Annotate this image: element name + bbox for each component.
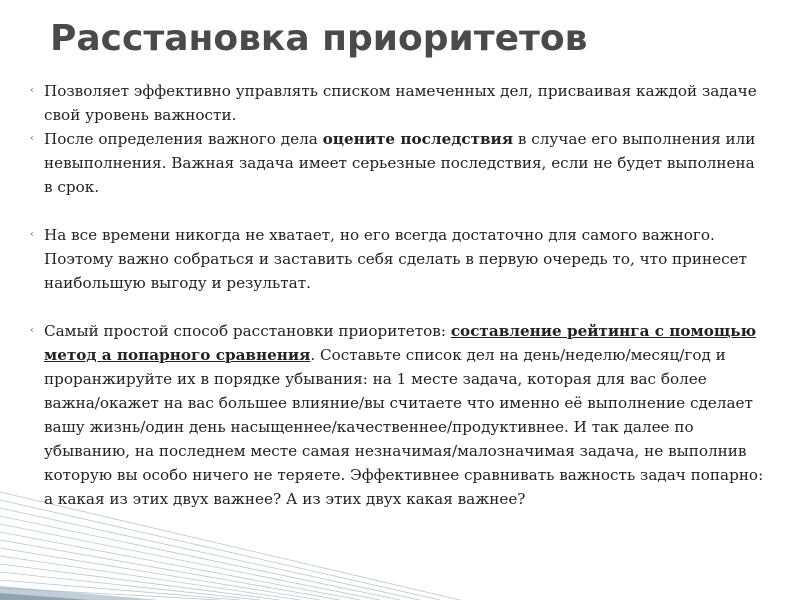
bullet-marker-icon: ‹ bbox=[30, 85, 34, 96]
bullet-item bbox=[30, 127, 765, 199]
bullet-bold-text: составление рейтинга с помощью метод а попарного сравнения bbox=[44, 322, 757, 364]
bullet-text: . Составьте список дел на день/неделю/месяц/год и проранжируйте их в порядке убывания: на 1 месте задача, которая для вас более важна/окажет на вас большее влияние/вы считаете что именно её выполнение сделает вашу жизнь/один день насыщеннее/качественнее/продуктивнее. И так далее по убыванию, на последнем месте самая незначимая/малозначимая задача, не выполнив которую вы особо ничего не теряете. Эффективнее сравнивать важность задач попарно: а какая из этих двух важнее? А из этих двух какая важнее? bbox=[44, 346, 764, 508]
bullet-text: Самый простой способ расстановки приоритетов: bbox=[44, 322, 451, 340]
bullet-marker-icon: ‹ bbox=[30, 133, 34, 144]
slide-title: Расстановка приоритетов bbox=[50, 18, 588, 59]
bullet-item bbox=[30, 319, 765, 511]
bullet-marker-icon: ‹ bbox=[30, 325, 34, 336]
bullet-item bbox=[30, 79, 765, 127]
bullet-text: в случае его выполнения или невыполнения. Важная задача имеет серьезные последствия, если не будет выполнена в срок. bbox=[44, 130, 756, 196]
bullet-text: Позволяет эффективно управлять списком намеченных дел, присваивая каждой задаче свой уровень важности. bbox=[44, 82, 757, 124]
bullet-list bbox=[30, 79, 765, 511]
bullet-bold-text: оцените последствия bbox=[322, 130, 514, 148]
bullet-text: После определения важного дела bbox=[44, 130, 323, 148]
bullet-marker-icon: ‹ bbox=[30, 229, 34, 240]
bullet-text: На все времени никогда не хватает, но его всегда достаточно для самого важного. Поэтому важно собраться и заставить себя сделать в первую очередь то, что принесет наибольшую выгоду и результат. bbox=[44, 226, 748, 292]
bullet-item bbox=[30, 223, 765, 295]
